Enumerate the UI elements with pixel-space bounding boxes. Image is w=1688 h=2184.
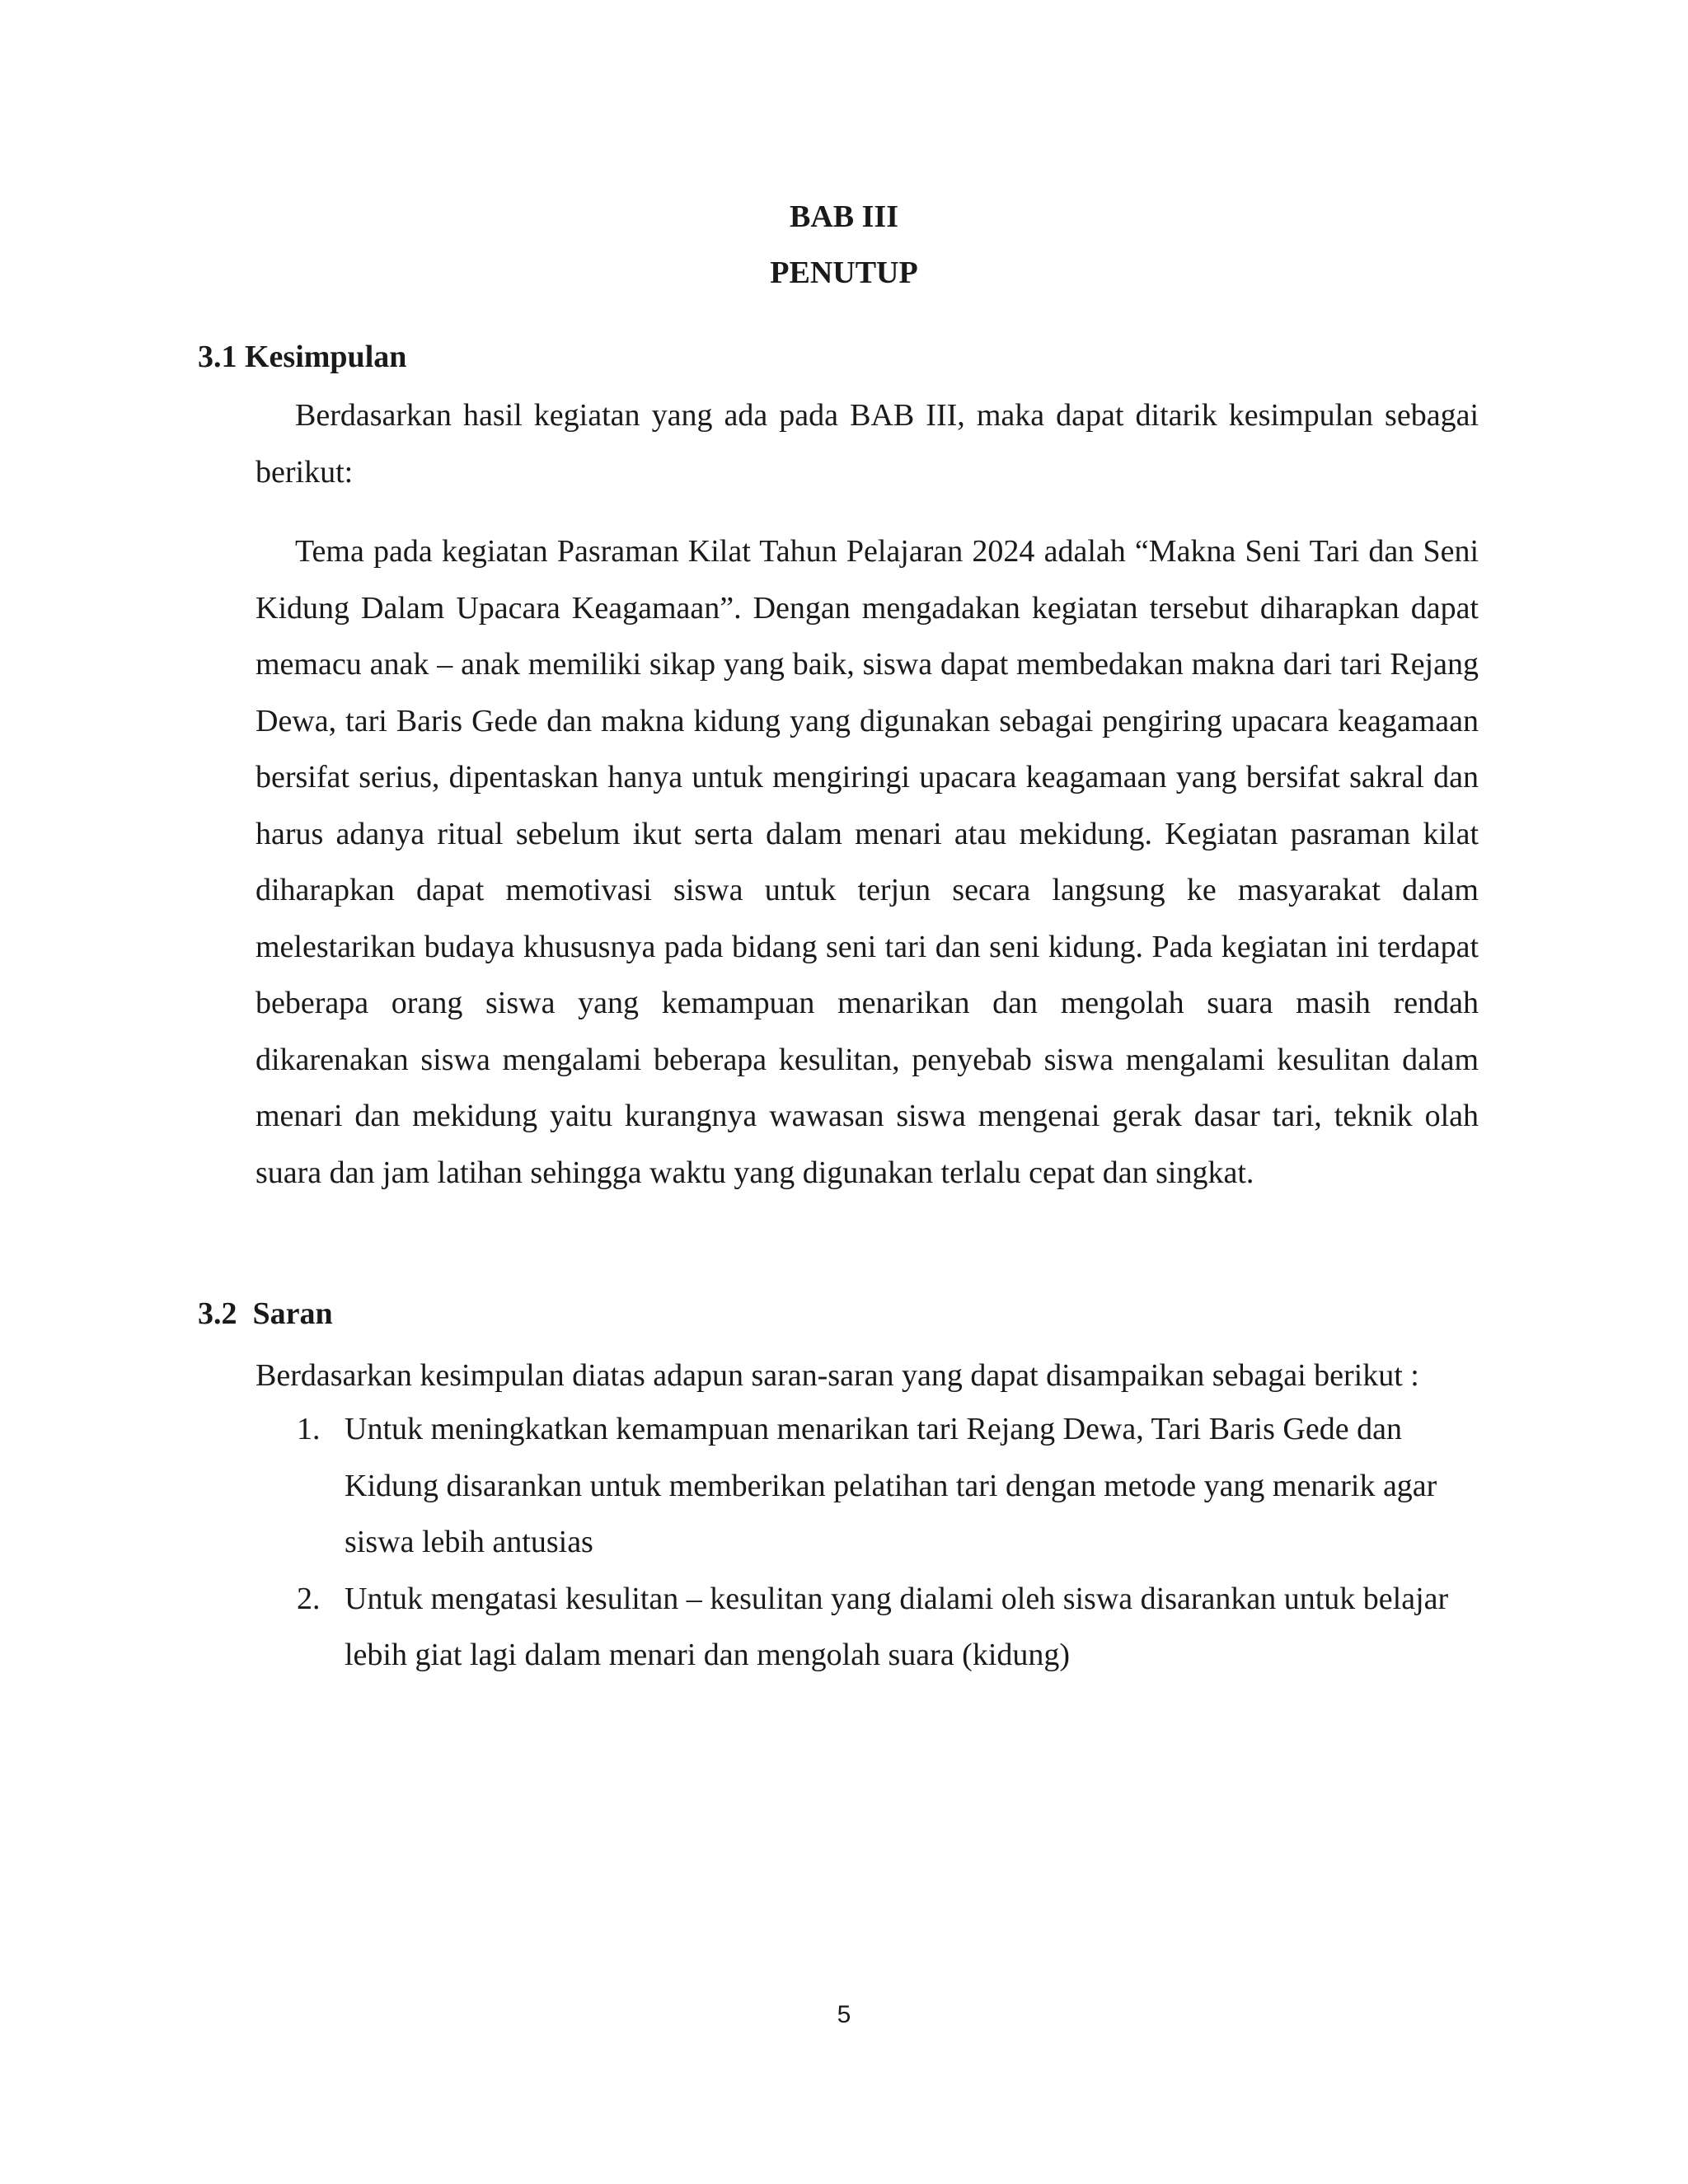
chapter-title (0, 252, 1688, 293)
section-heading-saran: 3.2 Saran (198, 1296, 333, 1331)
page-number: 5 (837, 2001, 851, 2028)
list-item-text: Untuk mengatasi kesulitan – kesulitan yang dialami oleh siswa disarankan untuk belajar lebih giat lagi dalam menari dan mengolah suara (kidung) (345, 1581, 1449, 1672)
list-item-number: 1. (297, 1412, 321, 1446)
list-item (297, 1571, 1467, 1684)
list-item-number: 2. (297, 1581, 321, 1616)
list-item (297, 1401, 1467, 1571)
chapter-number (0, 196, 1688, 237)
kesimpulan-body-paragraph: Tema pada kegiatan Pasraman Kilat Tahun Pelajaran 2024 adalah “Makna Seni Tari dan Seni Kidung Dalam Upacara Keagamaan”. Dengan mengadakan kegiatan tersebut diharapkan dapat memacu anak – anak memiliki sikap yang baik, siswa dapat membedakan makna dari tari Rejang Dewa, tari Baris Gede dan makna kidung yang digunakan sebagai pengiring upacara keagamaan bersifat serius, dipentaskan hanya untuk mengiringi upacara keagamaan yang bersifat sakral dan harus adanya ritual sebelum ikut serta dalam menari atau mekidung. Kegiatan pasraman kilat diharapkan dapat memotivasi siswa untuk terjun secara langsung ke masyarakat dalam melestarikan budaya khususnya pada bidang seni tari dan seni kidung. Pada kegiatan ini terdapat beberapa orang siswa yang kemampuan menarikan dan mengolah suara masih rendah dikarenakan siswa mengalami beberapa kesulitan, penyebab siswa mengalami kesulitan dalam menari dan mekidung yaitu kurangnya wawasan siswa mengenai gerak dasar tari, teknik olah suara dan jam latihan sehingga waktu yang digunakan terlalu cepat dan singkat. (256, 534, 1479, 1190)
section-heading-kesimpulan: 3.1 Kesimpulan (198, 340, 407, 374)
saran-intro: Berdasarkan kesimpulan diatas adapun saran-saran yang dapat disampaikan sebagai berikut : (256, 1358, 1419, 1393)
saran-list (297, 1401, 1467, 1684)
list-item-text: Untuk meningkatkan kemampuan menarikan tari Rejang Dewa, Tari Baris Gede dan Kidung disarankan untuk memberikan pelatihan tari dengan metode yang menarik agar siswa lebih antusias (345, 1412, 1437, 1559)
chapter-title-text: PENUTUP (770, 255, 918, 290)
chapter-number-text: BAB III (790, 199, 898, 234)
kesimpulan-intro-paragraph: Berdasarkan hasil kegiatan yang ada pada BAB III, maka dapat ditarik kesimpulan sebagai berikut: (256, 398, 1479, 490)
